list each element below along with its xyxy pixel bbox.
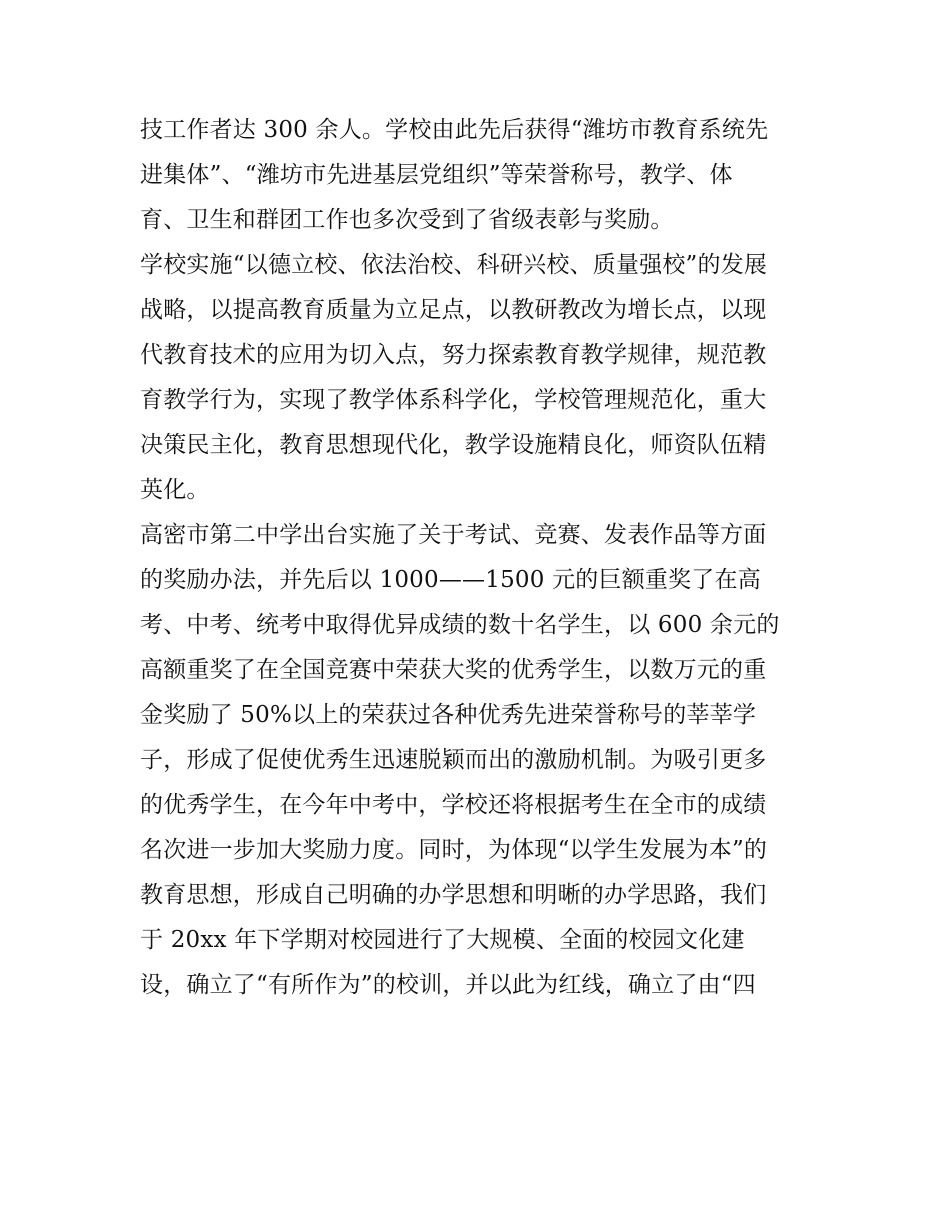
text-line: 进集体”、“潍坊市先进基层党组织”等荣誉称号，教学、体 — [140, 162, 733, 188]
text-line: 学校实施“以德立校、依法治校、科研兴校、质量强校”的发展 — [140, 252, 768, 278]
text-line: 高额重奖了在全国竞赛中荣获大奖的优秀学生，以数万元的重 — [140, 657, 767, 683]
text-line: 教育思想，形成自己明确的办学思想和明晰的办学思路，我们 — [140, 882, 767, 908]
text-line: 的奖励办法，并先后以 1000——1500 元的巨额重奖了在高 — [140, 567, 761, 593]
document-body — [140, 108, 820, 1008]
text-line: 设，确立了“有所作为”的校训，并以此为红线，确立了由“四 — [140, 972, 756, 998]
text-line: 决策民主化，教育思想现代化，教学设施精良化，师资队伍精 — [140, 432, 767, 458]
text-line: 战略，以提高教育质量为立足点，以教研教改为增长点，以现 — [140, 297, 767, 323]
text-line: 名次进一步加大奖励力度。同时，为体现“以学生发展为本”的 — [140, 837, 768, 863]
text-line: 英化。 — [140, 477, 210, 503]
text-line: 考、中考、统考中取得优异成绩的数十名学生，以 600 余元的 — [140, 612, 780, 638]
text-line: 子，形成了促使优秀生迅速脱颖而出的激励机制。为吸引更多 — [140, 747, 767, 773]
text-line: 高密市第二中学出台实施了关于考试、竞赛、发表作品等方面 — [140, 522, 767, 548]
text-line: 育教学行为，实现了教学体系科学化，学校管理规范化，重大 — [140, 387, 767, 413]
text-line: 育、卫生和群团工作也多次受到了省级表彰与奖励。 — [140, 207, 674, 233]
text-line: 金奖励了 50%以上的荣获过各种优秀先进荣誉称号的莘莘学 — [140, 702, 757, 728]
text-line: 的优秀学生，在今年中考中，学校还将根据考生在全市的成绩 — [140, 792, 767, 818]
text-line: 代教育技术的应用为切入点，努力探索教育教学规律，规范教 — [140, 342, 767, 368]
text-line: 于 20xx 年下学期对校园进行了大规模、全面的校园文化建 — [140, 927, 745, 953]
text-line: 技工作者达 300 余人。学校由此先后获得“潍坊市教育系统先 — [140, 117, 769, 143]
